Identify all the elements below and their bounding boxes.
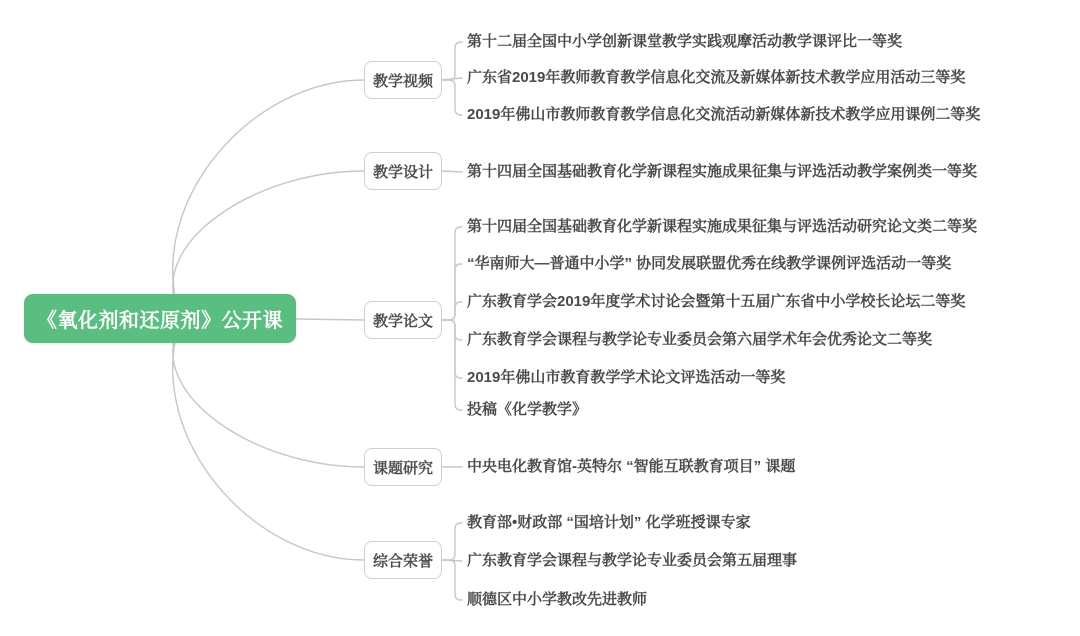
leaf-node[interactable]: 中央电化教育馆-英特尔 “智能互联教育项目” 课题 [467,458,796,475]
connector-line [442,560,462,600]
leaf-node[interactable]: 第十四届全国基础教育化学新课程实施成果征集与评选活动教学案例类一等奖 [467,163,978,180]
leaf-node[interactable]: 投稿《化学教学》 [467,401,588,418]
connector-line [442,42,462,80]
leaf-node[interactable]: 2019年佛山市教师教育教学信息化交流活动新媒体新技术教学应用课例二等奖 [467,106,981,123]
branch-node[interactable] [364,448,442,486]
leaf-node[interactable]: 广东教育学会2019年度学术讨论会暨第十五届广东省中小学校长论坛二等奖 [467,293,966,310]
branch-node-label: 教学论文 [372,312,433,330]
branch-node-label: 课题研究 [372,459,433,477]
connector-line [442,264,462,320]
leaf-node[interactable]: 顺德区中小学教改先进教师 [467,591,648,608]
connector-line [442,320,462,378]
connector-line [173,80,364,309]
connector-line [442,320,462,410]
connector-line [442,320,462,340]
connector-line [296,319,364,320]
branch-node-label: 综合荣誉 [372,552,433,570]
leaf-node[interactable]: 第十二届全国中小学创新课堂教学实践观摩活动教学课评比一等奖 [467,33,903,50]
branch-node[interactable] [364,152,442,190]
connector-line [442,171,462,172]
connector-line [442,227,462,320]
leaf-node[interactable]: 教育部•财政部 “国培计划” 化学班授课专家 [467,514,751,531]
connector-line [173,329,364,560]
branch-node-label: 教学视频 [372,72,433,90]
connector-line [442,80,462,115]
connector-line [442,302,462,320]
branch-node[interactable] [364,301,442,339]
connector-line [442,523,462,560]
connector-line [173,171,364,309]
leaf-node[interactable]: “华南师大—普通中小学” 协同发展联盟优秀在线教学课例评选活动一等奖 [467,255,952,272]
leaf-node[interactable]: 广东教育学会课程与教学论专业委员会第六届学术年会优秀论文二等奖 [467,331,933,348]
leaf-node[interactable]: 广东省2019年教师教育教学信息化交流及新媒体新技术教学应用活动三等奖 [467,69,966,86]
leaf-node[interactable]: 2019年佛山市教育教学学术论文评选活动一等奖 [467,369,786,386]
branch-node[interactable] [364,541,442,579]
leaf-node[interactable]: 第十四届全国基础教育化学新课程实施成果征集与评选活动研究论文类二等奖 [467,218,978,235]
branch-node[interactable] [364,61,442,99]
leaf-node[interactable]: 广东教育学会课程与教学论专业委员会第五届理事 [467,552,798,569]
root-node-label: 《氧化剂和还原剂》公开课 [37,310,283,332]
root-node[interactable] [24,294,296,343]
connector-line [173,329,364,467]
branch-node-label: 教学设计 [372,163,433,181]
